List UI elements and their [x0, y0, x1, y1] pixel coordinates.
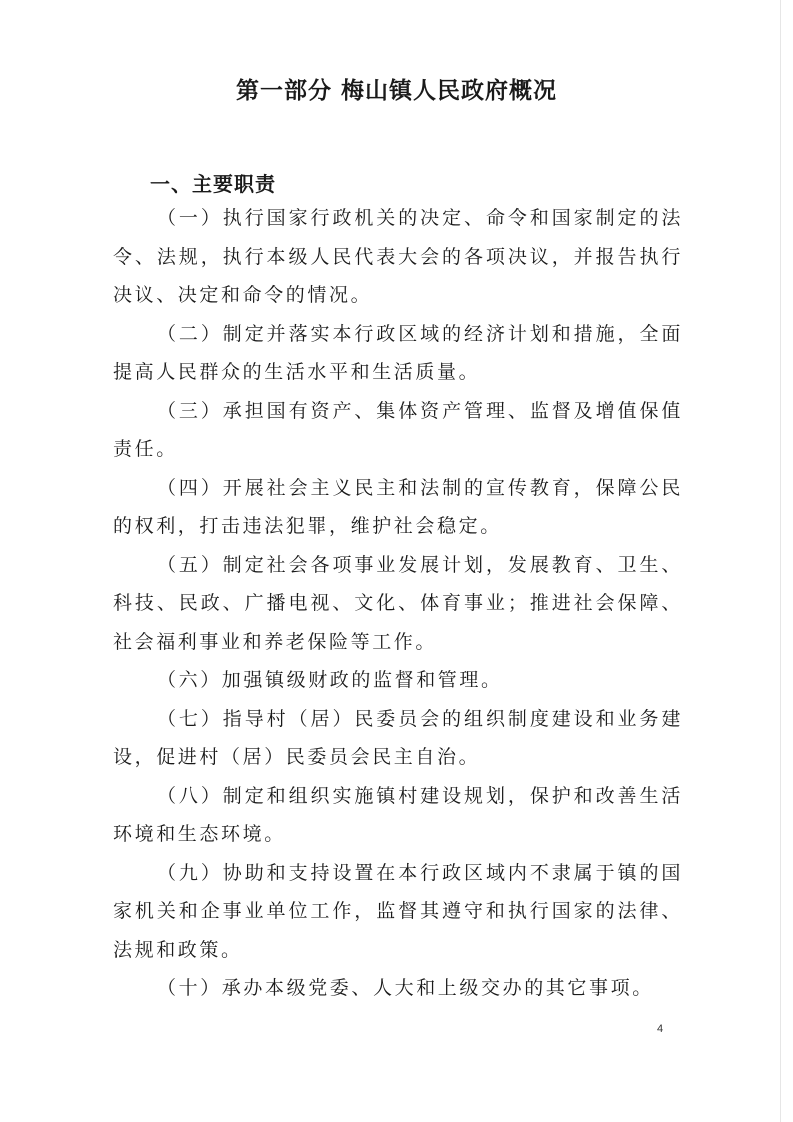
paragraph-8: （八）制定和组织实施镇村建设规划，保护和改善生活环境和生态环境。: [113, 784, 683, 845]
paragraph-2: （二）制定并落实本行政区域的经济计划和措施，全面提高人民群众的生活水平和生活质量。: [113, 322, 683, 383]
body-text: [113, 199, 683, 1008]
section-heading: 一、主要职责: [150, 172, 276, 196]
paragraph-6: （六）加强镇级财政的监督和管理。: [157, 669, 503, 691]
paragraph-1: （一）执行国家行政机关的决定、命令和国家制定的法令、法规，执行本级人民代表大会的各项决议，并报告执行决议、决定和命令的情况。: [113, 207, 683, 306]
paragraph-10: （十）承办本级党委、人大和上级交办的其它事项。: [157, 977, 654, 999]
paragraph-4: （四）开展社会主义民主和法制的宣传教育，保障公民的权利，打击违法犯罪，维护社会稳定。: [113, 476, 683, 537]
paragraph-9: （九）协助和支持设置在本行政区域内不隶属于镇的国家机关和企事业单位工作，监督其遵守和执行国家的法律、法规和政策。: [113, 861, 683, 961]
paragraph-7: （七）指导村（居）民委员会的组织制度建设和业务建设，促进村（居）民委员会民主自治。: [113, 707, 683, 768]
page-title: 第一部分 梅山镇人民政府概况: [235, 78, 557, 104]
page-edge-line: [780, 0, 781, 1122]
paragraph-5: （五）制定社会各项事业发展计划，发展教育、卫生、科技、民政、广播电视、文化、体育事业；推进社会保障、社会福利事业和养老保险等工作。: [113, 553, 683, 653]
paragraph-3: （三）承担国有资产、集体资产管理、监督及增值保值责任。: [113, 399, 683, 460]
page-number: 4: [657, 1023, 664, 1035]
